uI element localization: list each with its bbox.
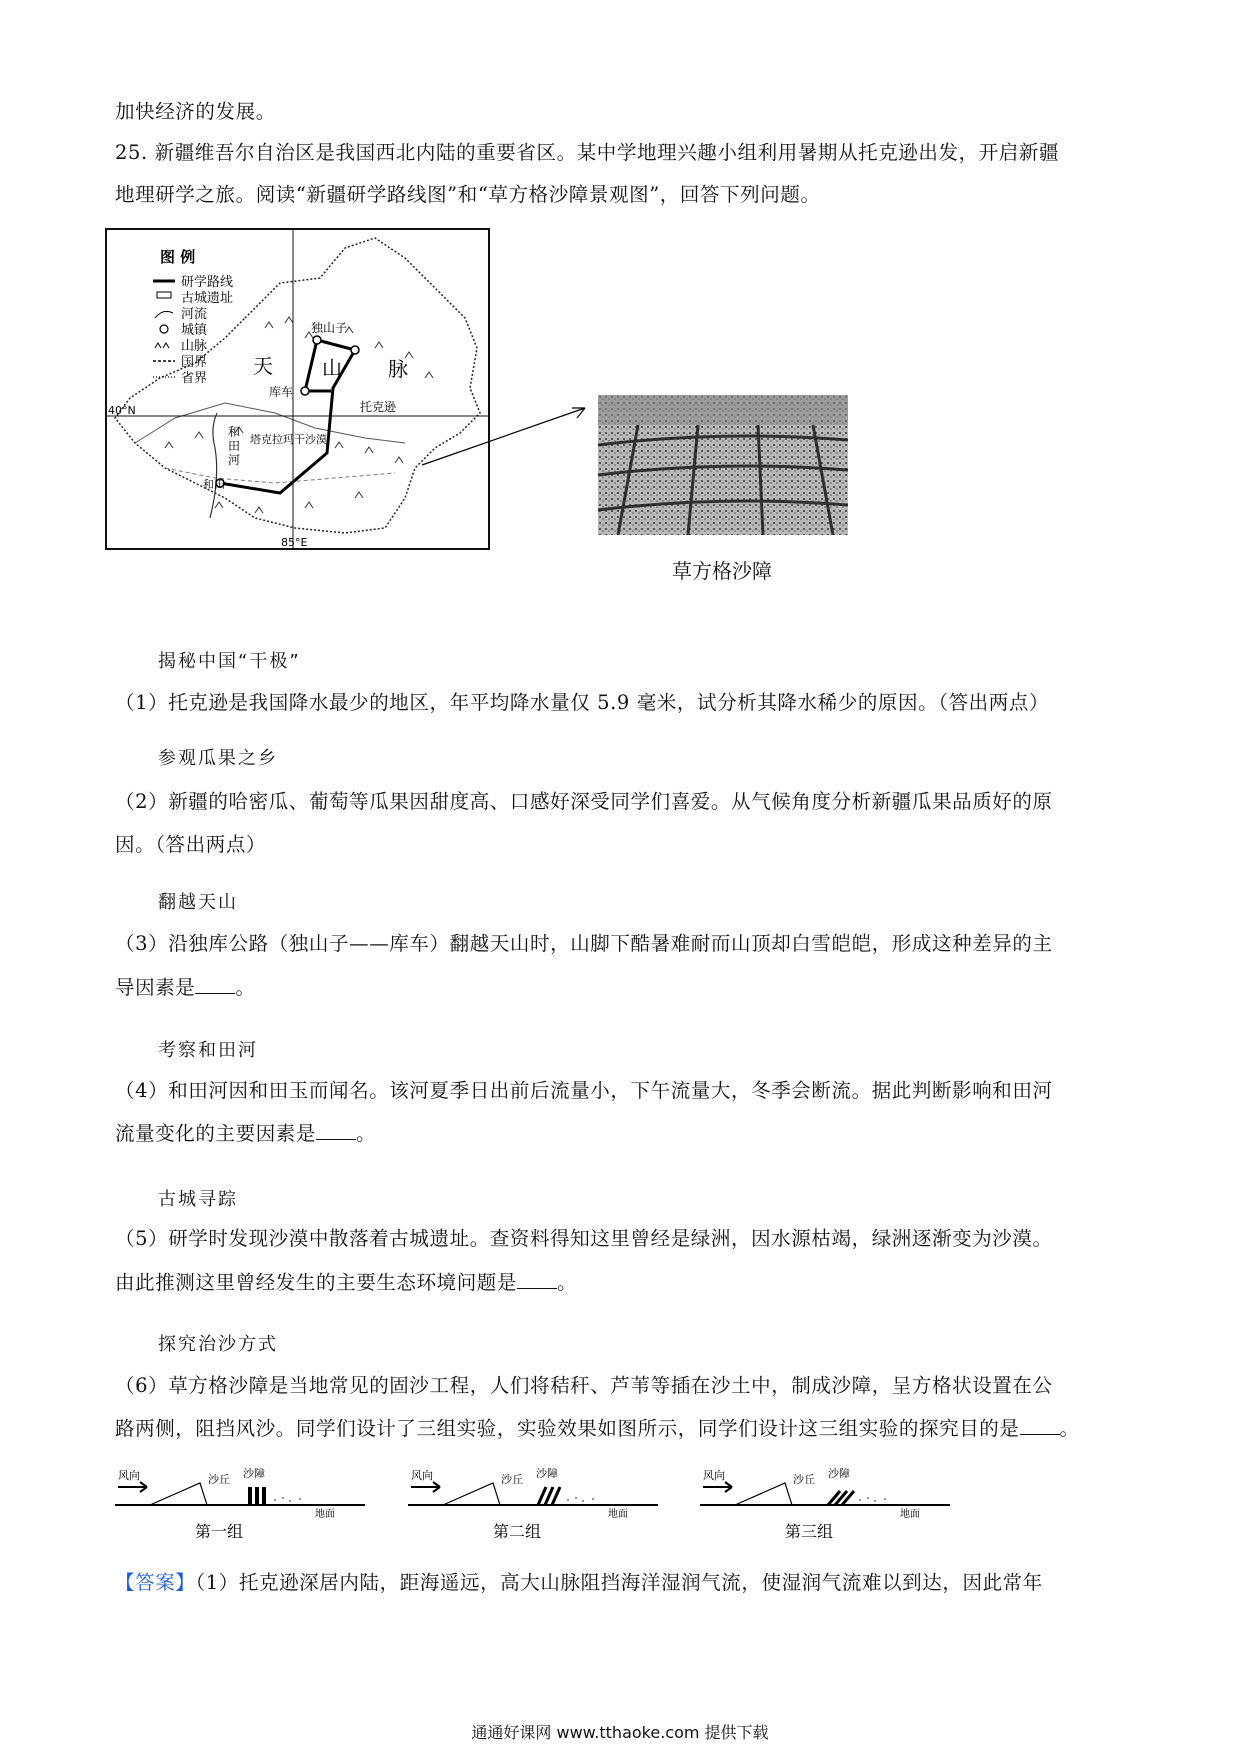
legend-route: 研学路线 xyxy=(181,275,234,290)
legend-border: 国界 xyxy=(181,355,208,370)
label-shan: 山 xyxy=(322,356,342,380)
question-4-line1: （4）和田河因和田玉而闻名。该河夏季日出前后流量小，下午流量大，冬季会断流。据此判断影响和田河 xyxy=(115,1079,1053,1102)
question-5-line1: （5）研学时发现沙漠中散落着古城遗址。查资料得知这里曾经是绿洲，因水源枯竭，绿洲逐渐变为沙漠。 xyxy=(115,1227,1053,1250)
barrier-label-3: 沙障 xyxy=(828,1467,850,1480)
dune-label-3: 沙丘 xyxy=(793,1473,815,1486)
answer-tag: 【答案】 xyxy=(115,1571,196,1594)
label-dushanzi: 独山子 xyxy=(311,321,348,335)
wind-label-2: 风向 xyxy=(411,1469,433,1482)
q25-line2: 地理研学之旅。阅读“新疆研学路线图”和“草方格沙障景观图”，回答下列问题。 xyxy=(115,183,821,206)
ground-label-2: 地面 xyxy=(608,1509,628,1520)
group-label-2: 第二组 xyxy=(493,1522,542,1541)
experiment-group-3 xyxy=(700,1465,960,1545)
question-2-line2: 因。（答出两点） xyxy=(115,833,267,856)
question-3-line1: （3）沿独库公路（独山子——库车）翻越天山时，山脚下酷暑难耐而山顶却白雪皑皑，形成这种差异的主 xyxy=(115,932,1053,955)
footer-text: 通通好课网 www.tthaoke.com 提供下载 xyxy=(471,1723,769,1742)
section-title-5: 古城寻踪 xyxy=(158,1189,238,1210)
answer-blank-6[interactable] xyxy=(1020,1414,1060,1435)
lead-text: 加快经济的发展。 xyxy=(115,100,276,123)
answer-blank-5[interactable] xyxy=(517,1268,557,1289)
ground-label-3: 地面 xyxy=(900,1509,920,1520)
legend-ruins: 古城遗址 xyxy=(181,291,234,306)
wind-label-3: 风向 xyxy=(703,1469,725,1482)
question-6-line1: （6）草方格沙障是当地常见的固沙工程，人们将秸秆、芦苇等插在沙土中，制成沙障，呈方格状设置在公 xyxy=(115,1374,1053,1397)
ground-label-1: 地面 xyxy=(315,1509,335,1520)
legend-town: 城镇 xyxy=(181,323,208,338)
group-label-1: 第一组 xyxy=(195,1522,244,1541)
label-tian: 天 xyxy=(253,354,273,378)
photo-caption: 草方格沙障 xyxy=(672,559,772,583)
barrier-label-1: 沙障 xyxy=(243,1467,265,1480)
answer-text: （1）托克逊深居内陆，距海遥远，高大山脉阻挡海洋湿润气流，使湿润气流难以到达，因此常年 xyxy=(195,1571,1043,1594)
section-title-6: 探究治沙方式 xyxy=(158,1334,278,1355)
question-2-line1: （2）新疆的哈密瓜、葡萄等瓜果因甜度高、口感好深受同学们喜爱。从气候角度分析新疆瓜果品质好的原 xyxy=(115,790,1053,813)
label-hetian: 和田 xyxy=(203,478,225,491)
legend-mountain: 山脉 xyxy=(181,339,208,354)
section-title-1: 揭秘中国“干极” xyxy=(158,651,301,672)
wind-label-1: 风向 xyxy=(118,1469,140,1482)
label-he2: 河 xyxy=(228,453,241,467)
group-label-3: 第三组 xyxy=(785,1522,834,1541)
label-tian2: 田 xyxy=(228,439,241,453)
q25-line1: 25. 新疆维吾尔自治区是我国西北内陆的重要省区。某中学地理兴趣小组利用暑期从托克逊出发，开启新疆 xyxy=(115,141,1060,164)
dune-label-2: 沙丘 xyxy=(501,1473,523,1486)
label-desert: 塔克拉玛干沙漠 xyxy=(250,433,327,446)
xinjiang-route-map xyxy=(105,228,490,550)
label-kuche: 库车 xyxy=(269,385,294,399)
question-4-line2: 流量变化的主要因素是 。 xyxy=(115,1117,1125,1151)
question-5-line2: 由此推测这里曾经发生的主要生态环境问题是 。 xyxy=(115,1266,1125,1300)
pointer-arrow xyxy=(420,400,600,490)
answer-blank-4[interactable] xyxy=(316,1119,356,1140)
barrier-label-2: 沙障 xyxy=(536,1467,558,1480)
question-3-line2: 导因素是 。 xyxy=(115,971,1125,1005)
legend-river: 河流 xyxy=(181,307,208,322)
section-title-4: 考察和田河 xyxy=(158,1040,258,1061)
label-mai: 脉 xyxy=(388,357,408,381)
label-lon: 85°E xyxy=(281,536,308,549)
dune-label-1: 沙丘 xyxy=(208,1473,230,1486)
experiment-group-2 xyxy=(408,1465,668,1545)
section-title-3: 翻越天山 xyxy=(158,892,238,913)
label-he: 和 xyxy=(228,425,241,439)
answer-line xyxy=(115,1566,1125,1600)
section-title-2: 参观瓜果之乡 xyxy=(158,748,278,769)
experiment-group-1 xyxy=(115,1465,375,1545)
label-lat: 40°N xyxy=(108,404,136,417)
answer-blank-3[interactable] xyxy=(195,973,235,994)
map-legend-title: 图 例 xyxy=(160,248,196,266)
question-1: （1）托克逊是我国降水最少的地区，年平均降水量仅 5.9 毫米，试分析其降水稀少的原因。（答出两点） xyxy=(115,691,1050,714)
grass-barrier-photo xyxy=(598,395,848,535)
label-tuokexun: 托克逊 xyxy=(360,400,397,414)
question-6-line2: 路两侧，阻挡风沙。同学们设计了三组实验，实验效果如图所示，同学们设计这三组实验的探究目的是 。 xyxy=(115,1412,1125,1446)
legend-province: 省界 xyxy=(181,371,208,386)
